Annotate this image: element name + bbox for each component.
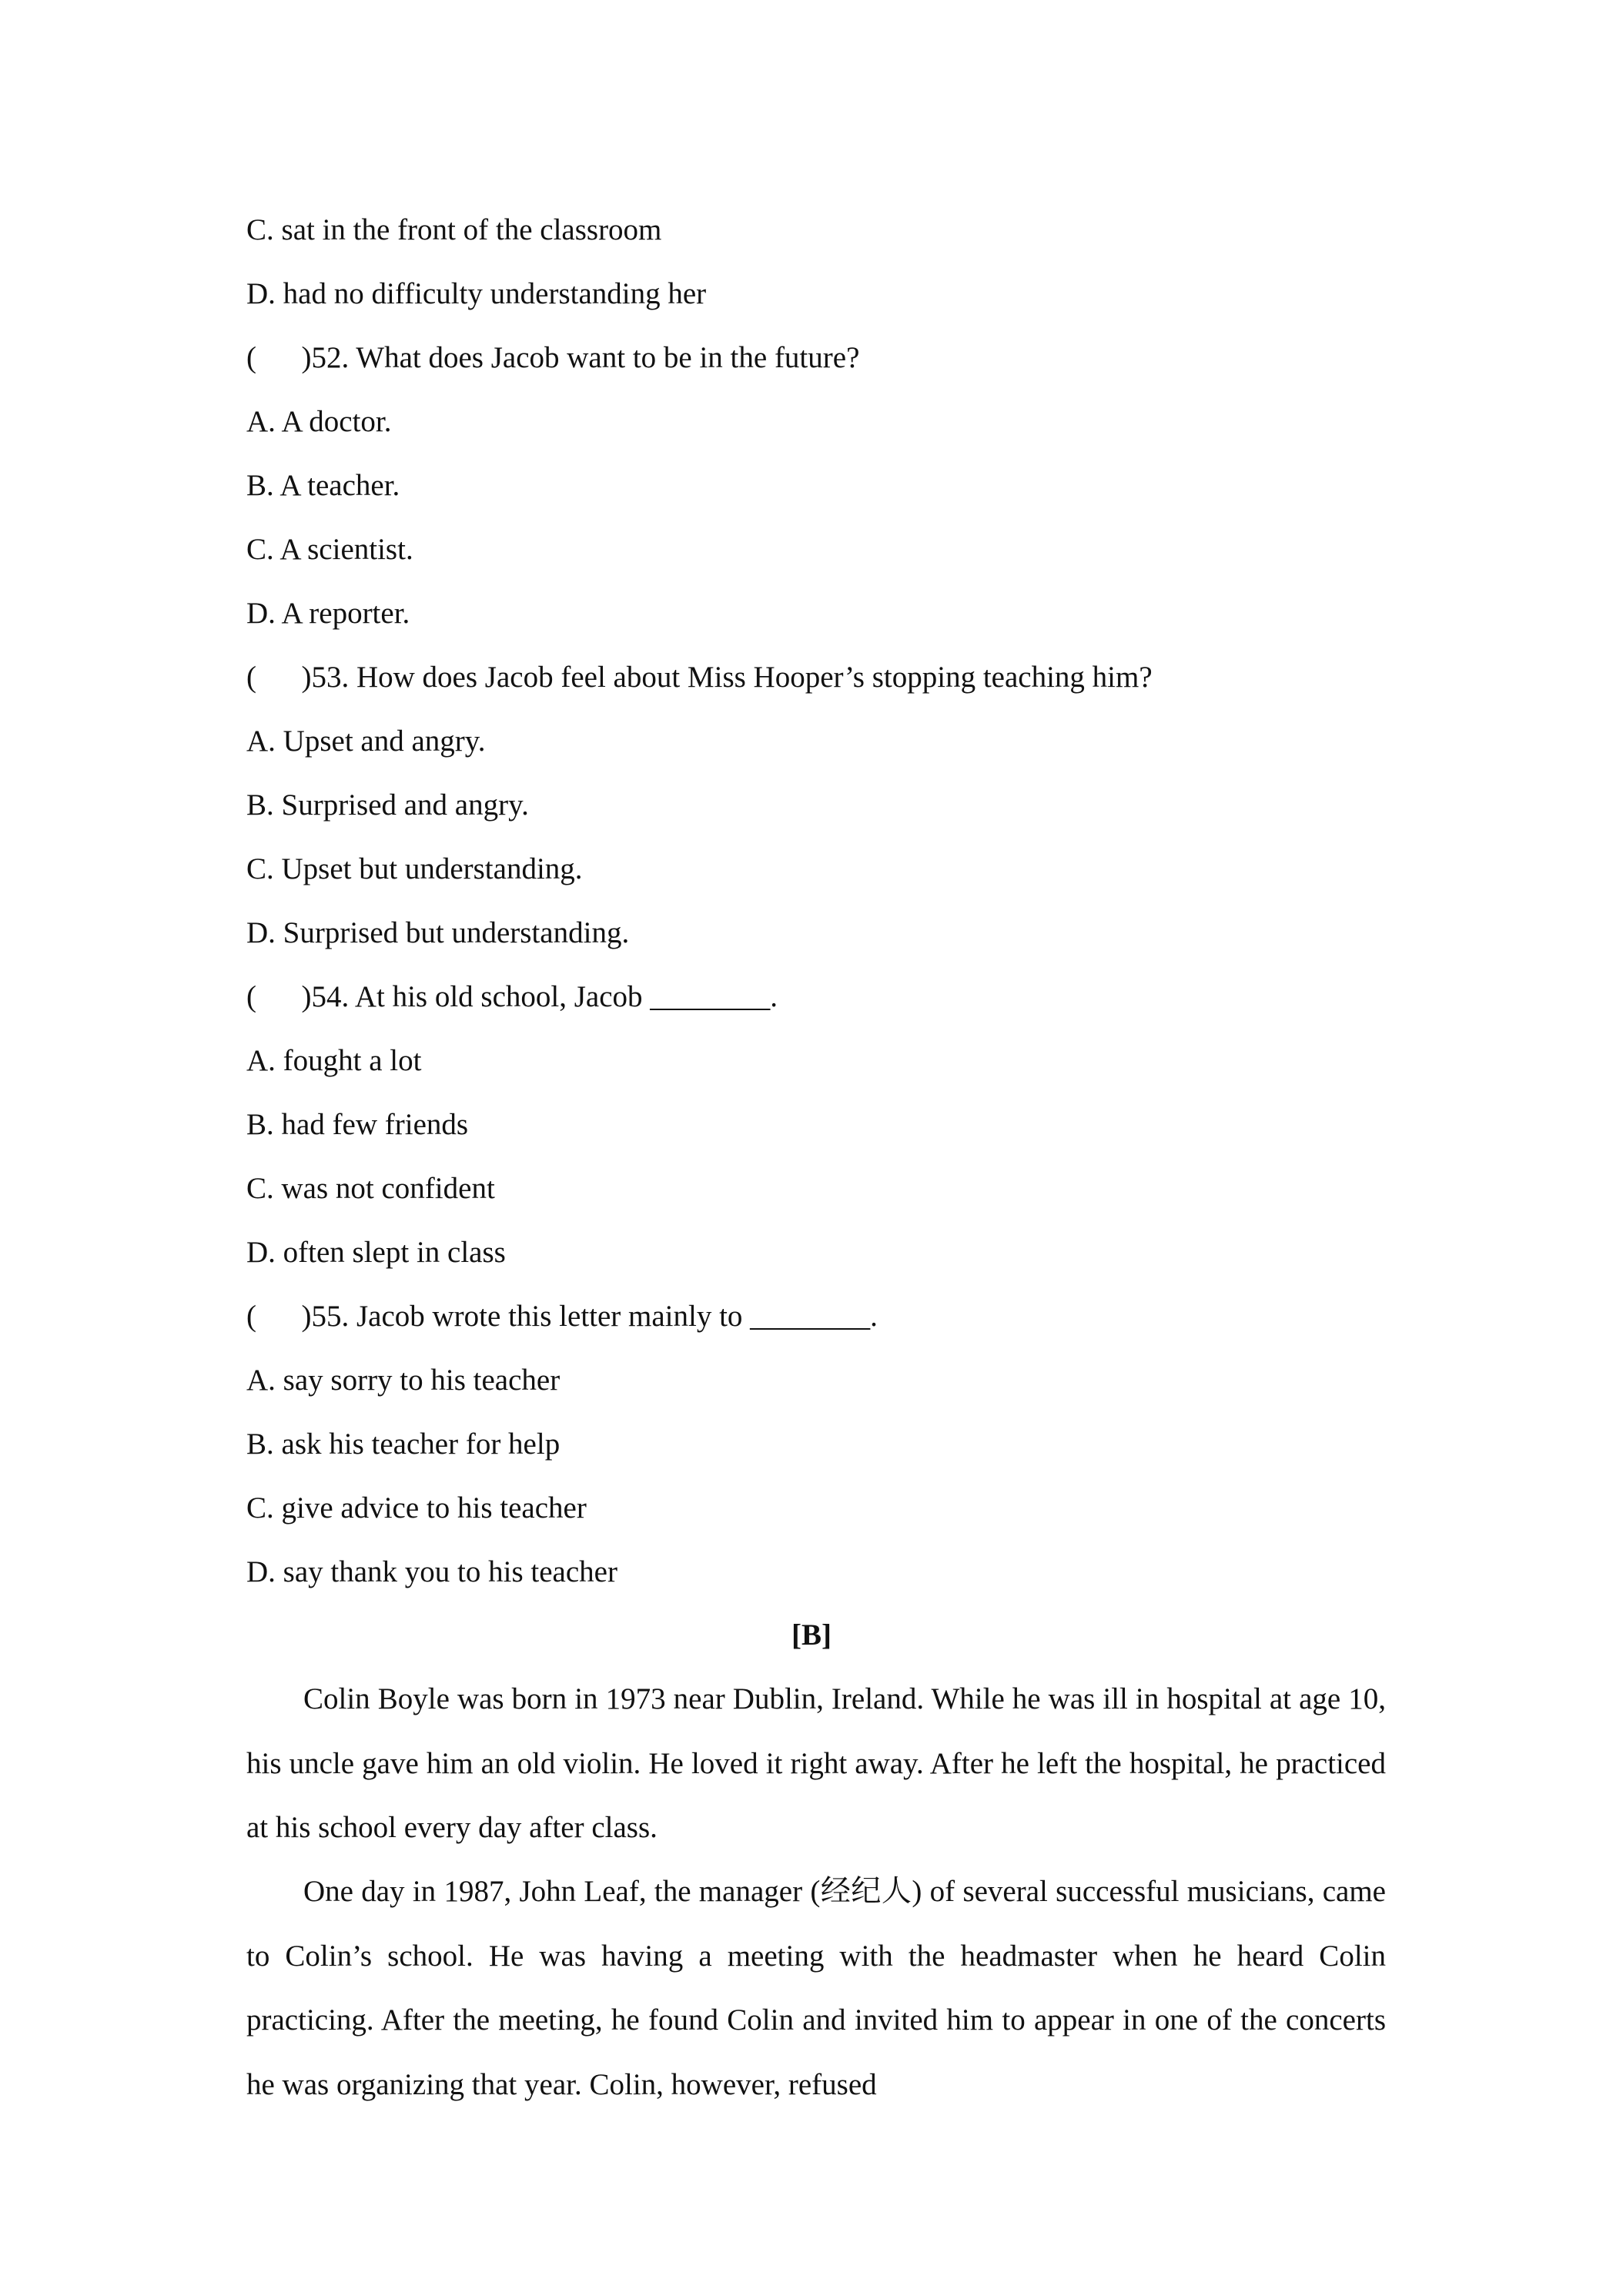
- question-55-stem: ( )55. Jacob wrote this letter mainly to ________.: [246, 1300, 878, 1333]
- option-52-b: B. A teacher.: [246, 469, 400, 502]
- option-53-c: C. Upset but understanding.: [246, 852, 583, 885]
- section-b-heading: [B]: [791, 1618, 832, 1652]
- section-b-paragraph-2: [246, 1859, 1386, 2117]
- option-52-d: D. A reporter.: [246, 597, 410, 630]
- question-53-stem: ( )53. How does Jacob feel about Miss Hooper’s stopping teaching him?: [246, 661, 1153, 694]
- option-53-b: B. Surprised and angry.: [246, 788, 529, 822]
- option-54-c: C. was not confident: [246, 1172, 495, 1205]
- paragraph-1-text: Colin Boyle was born in 1973 near Dublin, Ireland. While he was ill in hospital at age 10, his uncle gave him an old violin. He loved it right away. After he left the hospital, he practiced at his school every day after class.: [246, 1682, 1386, 1844]
- section-b-paragraph-1: [246, 1667, 1386, 1860]
- option-55-d: D. say thank you to his teacher: [246, 1555, 617, 1588]
- question-52-stem: ( )52. What does Jacob want to be in the future?: [246, 341, 860, 374]
- option-55-a: A. say sorry to his teacher: [246, 1364, 561, 1397]
- option-54-b: B. had few friends: [246, 1108, 469, 1141]
- option-54-a: A. fought a lot: [246, 1044, 422, 1077]
- option-51-d: D. had no difficulty understanding her: [246, 277, 707, 310]
- option-52-a: A. A doctor.: [246, 405, 392, 438]
- option-52-c: C. A scientist.: [246, 533, 413, 566]
- paragraph-2-text: One day in 1987, John Leaf, the manager (经纪人) of several successful musicians, came to Colin’s school. He was having a meeting with the headmaster when he heard Colin practicing. After the meeting, he found Colin and invited him to appear in one of the concerts he was organizing that year. Colin, however, refused: [246, 1875, 1386, 2101]
- question-54-stem: ( )54. At his old school, Jacob ________.: [246, 980, 778, 1013]
- option-55-c: C. give advice to his teacher: [246, 1491, 587, 1525]
- option-51-c: C. sat in the front of the classroom: [246, 213, 662, 246]
- option-55-b: B. ask his teacher for help: [246, 1427, 561, 1461]
- option-53-d: D. Surprised but understanding.: [246, 916, 630, 949]
- option-54-d: D. often slept in class: [246, 1236, 506, 1269]
- option-53-a: A. Upset and angry.: [246, 725, 486, 758]
